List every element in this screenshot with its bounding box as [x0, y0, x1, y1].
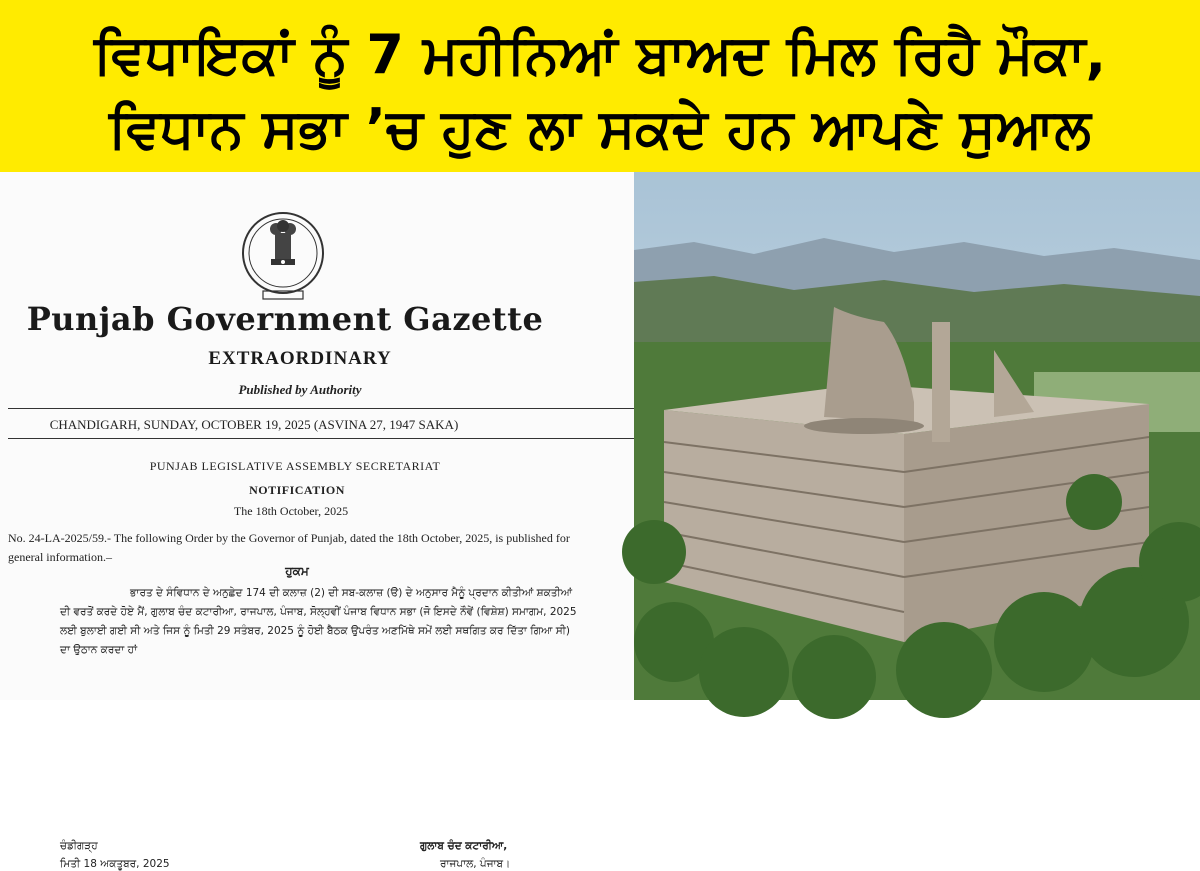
- gazette-published-by: Published by Authority: [238, 382, 362, 397]
- roof-column: [932, 322, 950, 442]
- gazette-dateline: CHANDIGARH, SUNDAY, OCTOBER 19, 2025 (ASVINA 27, 1947 SAKA): [49, 417, 459, 432]
- state-emblem-icon: [238, 207, 328, 305]
- rule-top: [8, 408, 634, 409]
- gazette-date-punjabi: ਮਿਤੀ 18 ਅਕਤੂਬਰ, 2025: [60, 858, 170, 870]
- gazette-notification-heading: NOTIFICATION: [249, 483, 345, 497]
- tower-base: [804, 418, 924, 434]
- headline-line-1: ਵਿਧਾਇਕਾਂ ਨੂੰ 7 ਮਹੀਨਿਆਂ ਬਾਅਦ ਮਿਲ ਰਿਹੈ ਮੌਕਾ,: [93, 23, 1107, 86]
- gazette-title: Punjab Government Gazette: [26, 300, 544, 338]
- gazette-notification-body: No. 24-LA-2025/59.- The following Order by the Governor of Punjab, dated the 18th October, 2025, is published for general information.–: [8, 531, 570, 564]
- gazette-signatory: ਗੁਲਾਬ ਚੰਦ ਕਟਾਰੀਆ,: [420, 840, 508, 852]
- gazette-document: [0, 172, 634, 870]
- gazette-signatory-title: ਰਾਜਪਾਲ, ਪੰਜਾਬ।: [440, 858, 511, 870]
- assembly-building-photo: [634, 172, 1200, 700]
- gazette-place: ਚੰਡੀਗੜ੍ਹ: [60, 840, 98, 852]
- gazette-secretariat: PUNJAB LEGISLATIVE ASSEMBLY SECRETARIAT: [149, 459, 441, 473]
- gazette-order-text: ਭਾਰਤ ਦੇ ਸੰਵਿਧਾਨ ਦੇ ਅਨੁਛੇਦ 174 ਦੀ ਕਲਾਜ਼ (2) ਦੀ ਸਬ-ਕਲਾਜ਼ (ੳ) ਦੇ ਅਨੁਸਾਰ ਮੈਨੂੰ ਪ੍ਰਦਾਨ ਕੀਤੀਆਂ ਸ਼ਕਤੀਆਂ ਦੀ ਵਰਤੋਂ ਕਰਦੇ ਹੋਏ ਮੈਂ, ਗੁਲਾਬ ਚੰਦ ਕਟਾਰੀਆ, ਰਾਜਪਾਲ, ਪੰਜਾਬ, ਸੋਲ੍ਹਵੀਂ ਪੰਜਾਬ ਵਿਧਾਨ ਸਭਾ (ਜੋ ਇਸਦੇ ਨੌਵੇਂ (ਵਿਸ਼ੇਸ਼) ਸਮਾਗਮ, 2025 ਲਈ ਬੁਲਾਈ ਗਈ ਸੀ ਅਤੇ ਜਿਸ ਨੂੰ ਮਿਤੀ 29 ਸਤੰਬਰ, 2025 ਨੂੰ ਹੋਈ ਬੈਠਕ ਉਪਰੰਤ ਅਣਮਿੱਥੇ ਸਮੇਂ ਲਈ ਸਥਗਿਤ ਕਰ ਦਿੱਤਾ ਗਿਆ ਸੀ) ਦਾ ਉਠਾਨ ਕਰਦਾ ਹਾਂ: [60, 587, 577, 656]
- headline-banner: [0, 0, 1200, 172]
- gazette-order-heading: ਹੁਕਮ: [285, 564, 309, 578]
- gazette-notification-date: The 18th October, 2025: [233, 504, 349, 518]
- assembly-photo-illustration: [634, 172, 1200, 700]
- rule-bottom: [8, 438, 634, 439]
- headline-line-2: ਵਿਧਾਨ ਸਭਾ ’ਚ ਹੁਣ ਲਾ ਸਕਦੇ ਹਨ ਆਪਣੇ ਸੁਆਲ: [109, 97, 1091, 160]
- gazette-extraordinary: EXTRAORDINARY: [208, 348, 392, 369]
